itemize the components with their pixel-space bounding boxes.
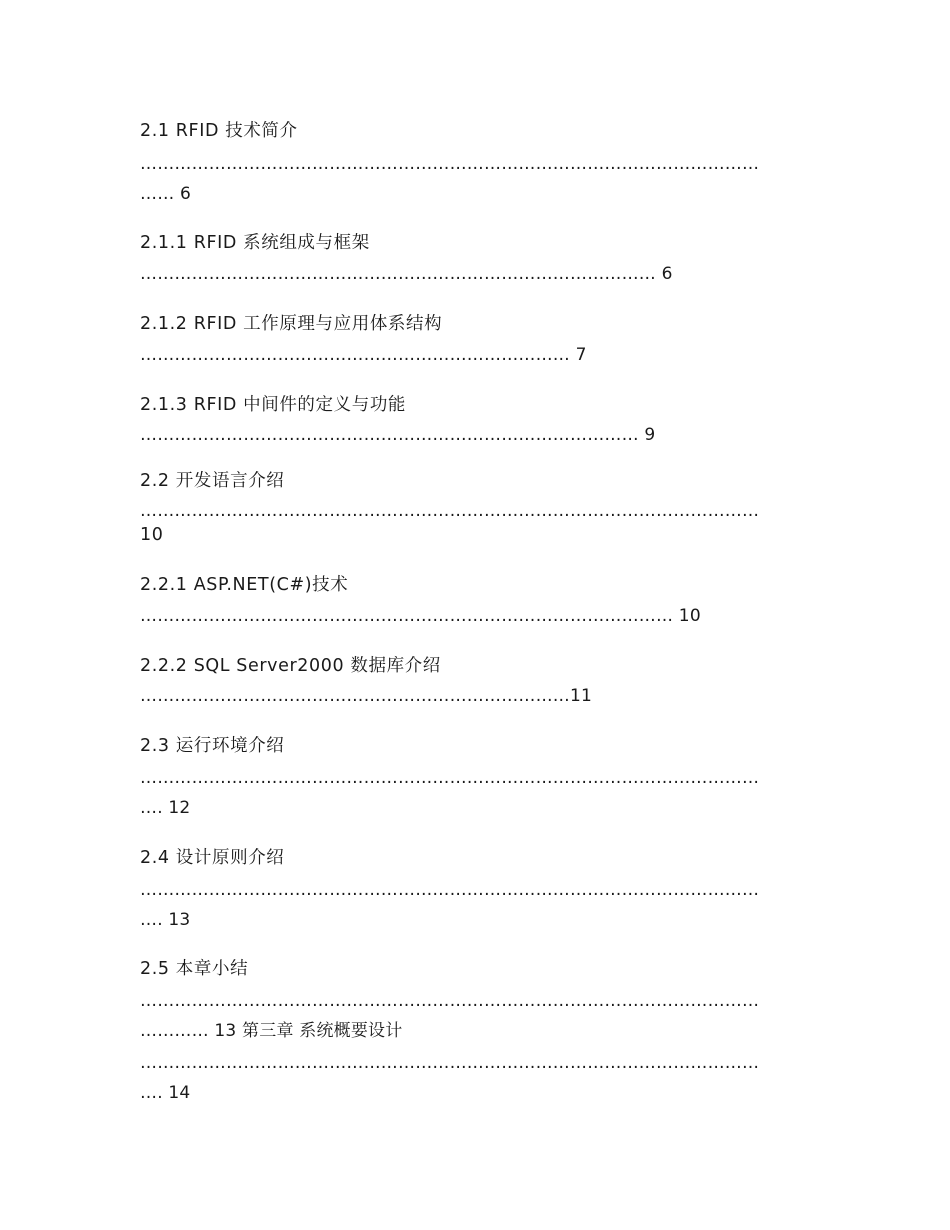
toc-heading-2-1: 2.1 RFID 技术简介 <box>140 121 298 141</box>
toc-leader-dots: ……………………………………………………………………………………………… <box>140 501 760 521</box>
toc-heading-2-2-2: 2.2.2 SQL Server2000 数据库介绍 <box>140 656 441 676</box>
toc-leader-dots: …………………………………………………………………………… 9 <box>140 425 656 445</box>
toc-leader-dots: ……………………………………………………………………………………………… <box>140 880 760 900</box>
toc-page-ref: 10 <box>140 525 164 545</box>
toc-heading-2-4: 2.4 设计原则介绍 <box>140 848 285 868</box>
toc-heading-2-2-1: 2.2.1 ASP.NET(C#)技术 <box>140 575 349 595</box>
toc-leader-dots: ……………………………………………………………………………… 6 <box>140 264 673 284</box>
toc-heading-2-1-1: 2.1.1 RFID 系统组成与框架 <box>140 233 370 253</box>
toc-leader-dots: …………………………………………………………………11 <box>140 686 593 706</box>
toc-page-ref: …… 6 <box>140 184 192 204</box>
toc-page-ref-and-chapter-3: ………… 13 第三章 系统概要设计 <box>140 1021 403 1041</box>
toc-leader-dots: ………………………………………………………………………………… 10 <box>140 606 701 626</box>
toc-heading-2-3: 2.3 运行环境介绍 <box>140 736 285 756</box>
toc-leader-dots: ……………………………………………………………………………………………… <box>140 768 760 788</box>
toc-leader-dots: ……………………………………………………………………………………………… <box>140 991 760 1011</box>
toc-heading-2-5: 2.5 本章小结 <box>140 959 249 979</box>
toc-heading-2-1-3: 2.1.3 RFID 中间件的定义与功能 <box>140 395 407 415</box>
toc-page-ref: …. 13 <box>140 910 191 930</box>
toc-leader-dots: ………………………………………………………………… 7 <box>140 345 587 365</box>
toc-heading-2-2: 2.2 开发语言介绍 <box>140 471 285 491</box>
toc-leader-dots: ……………………………………………………………………………………………… <box>140 1053 760 1073</box>
toc-page-ref: …. 12 <box>140 798 191 818</box>
toc-leader-dots: ……………………………………………………………………………………………… <box>140 154 760 174</box>
toc-page-ref: …. 14 <box>140 1083 191 1103</box>
toc-heading-2-1-2: 2.1.2 RFID 工作原理与应用体系结构 <box>140 314 443 334</box>
